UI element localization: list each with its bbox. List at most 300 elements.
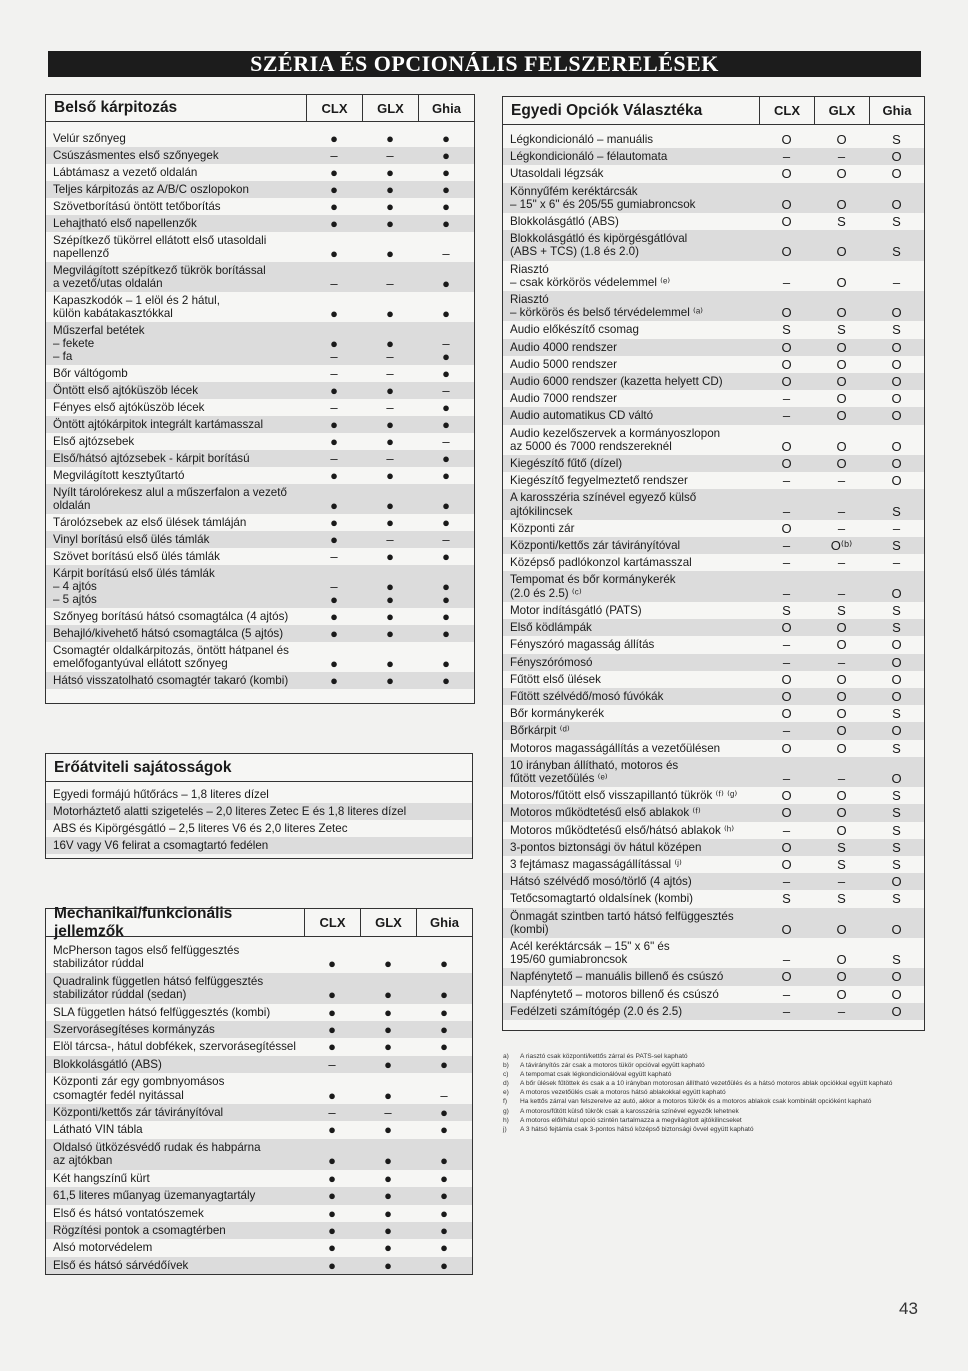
table-row [46, 1056, 472, 1073]
cell-ghia: S [892, 740, 901, 756]
row-label: 61,5 literes műanyag üzemanyagtartály [53, 1189, 256, 1203]
cell-ghia: O [891, 671, 902, 687]
row-label: Középső padlókonzol kartámasszal [510, 556, 692, 570]
cell-ghia: – [892, 520, 901, 536]
cell-glx: S [837, 891, 846, 907]
cell-ghia: ● [442, 417, 450, 432]
row-label: Tárolózsebek az első ülések támláján [53, 516, 247, 529]
table-row [503, 339, 924, 356]
footnote-key: b) [503, 1062, 509, 1070]
table-row [503, 705, 924, 722]
cell-ghia: ● [442, 626, 450, 641]
row-label: Első ajtózsebek [53, 435, 135, 448]
cell-clx: O [781, 706, 792, 722]
cell-glx: O [836, 408, 847, 424]
cell-glx: – [837, 654, 846, 670]
cell-ghia: O [891, 723, 902, 739]
cell-ghia: S [892, 538, 901, 554]
cell-clx: – [328, 1056, 336, 1072]
cell-clx: – [782, 555, 791, 571]
cell-glx: ● [386, 182, 394, 197]
cell-ghia: O [891, 969, 902, 985]
cell-ghia: O [891, 874, 902, 890]
cell-ghia: ● [442, 366, 450, 381]
list-item [46, 803, 472, 820]
table-row [503, 321, 924, 338]
table-row [503, 822, 924, 839]
row-label: Önmagát szintben tartó hátsó felfüggesztés (kombi) [510, 909, 734, 936]
cell-glx: S [837, 856, 846, 872]
cell-clx: ● [330, 515, 338, 530]
cell-clx: ● [330, 532, 338, 547]
row-label: Kárpit borítású első ülés támlák – 4 ajtós – 5 ajtós [53, 567, 215, 606]
row-label: 10 irányban állítható, motoros és fűtött vezetőülés ⁽ᵉ⁾ [510, 758, 679, 785]
cell-clx: – ● [330, 579, 338, 607]
table-row [503, 602, 924, 619]
table-row [503, 472, 924, 489]
footnote [503, 1116, 898, 1125]
table-row [503, 455, 924, 472]
cell-ghia: ● [442, 165, 450, 180]
cell-glx: O [836, 196, 847, 212]
cell-glx: O [836, 132, 847, 147]
footnote-text: Ha kettős zárral van felszerelve az autó, akkor a motoros tükrök és a motoros ablakok csak kombinált opcióként kapható [520, 1098, 872, 1106]
table-row [46, 232, 474, 262]
table-row [503, 213, 924, 230]
row-label: Behajló/kivehető hátsó csomagtálca (5 ajtós) [53, 627, 284, 640]
cell-ghia: ● [440, 1222, 448, 1238]
col-ghia: Ghia [416, 909, 472, 936]
row-label: Öntött első ajtóküszöb lécek [53, 384, 199, 397]
cell-ghia: O [891, 473, 902, 489]
cell-glx: – [837, 520, 846, 536]
cell-glx: ● [384, 987, 392, 1003]
cell-clx: ● [328, 1153, 336, 1169]
row-label: Központi zár egy gombnyomásos csomagtér fedél nyitással [53, 1075, 225, 1102]
table-row [46, 1038, 472, 1055]
row-label: 3 fejtámasz magasságállítással ⁽ʲ⁾ [510, 857, 682, 871]
table-row [503, 986, 924, 1003]
cell-ghia: ● [440, 1240, 448, 1256]
table-row [503, 291, 924, 321]
row-label: Első/hátsó ajtózsebek - kárpit borítású [53, 452, 250, 465]
cell-ghia: ● [442, 306, 450, 321]
cell-clx: – [782, 986, 791, 1002]
table-header [46, 904, 472, 940]
table-title: Mechanikai/funkcionális jellemzők [54, 904, 233, 940]
table-row [46, 642, 474, 672]
cell-glx: O [836, 688, 847, 704]
row-label: Szövet borítású első ülés támlák [53, 550, 220, 563]
row-label: Megvilágított kesztyűtartó [53, 469, 185, 482]
table-row [46, 164, 474, 181]
cell-ghia: S [892, 805, 901, 821]
row-label: Velúr szőnyeg [53, 132, 126, 145]
row-label: Légkondicionáló – félautomata [510, 150, 668, 164]
row-label: Bőr kormánykerék [510, 707, 605, 721]
cell-glx: – [384, 1105, 392, 1121]
table-row [503, 407, 924, 424]
table-row [46, 625, 474, 642]
row-label: Acél keréktárcsák – 15" x 6" és 195/60 gumiabroncsok [510, 939, 670, 967]
cell-ghia: ● [440, 1153, 448, 1169]
row-label: Napfénytető – motoros billenő és csúszó [510, 987, 719, 1001]
table-row [503, 873, 924, 890]
row-label: Nyílt tárolórekesz alul a műszerfalon a vezető oldalán [53, 486, 287, 512]
table-row [503, 839, 924, 856]
cell-ghia: O [891, 585, 902, 601]
row-label: Tempomat és bőr kormánykerék (2.0 és 2.5) ⁽ᶜ⁾ [510, 573, 676, 600]
table-row [46, 198, 474, 215]
cell-ghia: ● [440, 1122, 448, 1138]
table-row [46, 1239, 472, 1256]
cell-ghia: O [891, 637, 902, 653]
cell-clx: ● [330, 131, 338, 146]
cell-clx: O [781, 839, 792, 855]
cell-clx: O [781, 438, 792, 454]
cell-clx: ● [328, 1170, 336, 1186]
cell-glx: ● [386, 383, 394, 398]
list-item [46, 820, 472, 837]
footnote-text: A motoros elől/hátul opció szintén tartalmazza a megvilágított ajtókilincseket [520, 1116, 742, 1124]
cell-ghia: ● [442, 609, 450, 624]
row-label: Központi/kettős zár távirányítóval [53, 1106, 224, 1120]
list-item [46, 837, 472, 854]
cell-ghia: O [891, 166, 902, 182]
page-banner: SZÉRIA ÉS OPCIONÁLIS FELSZERELÉSEK [48, 51, 921, 77]
cell-glx: O [836, 952, 847, 968]
cell-clx: ● [330, 306, 338, 321]
row-label: McPherson tagos első felfüggesztés stabilizátor rúddal [53, 944, 240, 971]
footnote [503, 1125, 898, 1134]
cell-glx: ● [386, 549, 394, 564]
row-label: Audio 7000 rendszer [510, 392, 617, 406]
table-header [46, 95, 474, 122]
cell-ghia: S [892, 788, 901, 804]
table-row [46, 1139, 472, 1170]
cell-ghia: S [892, 244, 901, 260]
table-row [46, 130, 474, 147]
row-label: Fényszóró magasság állítás [510, 638, 655, 652]
cell-glx: ● [384, 1039, 392, 1055]
table-row [46, 433, 474, 450]
cell-glx: ● [386, 673, 394, 688]
row-label: Blokkolásgátló (ABS) [510, 215, 619, 229]
cell-clx: O [781, 921, 792, 937]
footnote-key: c) [503, 1071, 509, 1079]
cell-ghia: O [891, 770, 902, 786]
cell-glx: O [836, 788, 847, 804]
cell-ghia: ● [440, 1056, 448, 1072]
cell-clx: – [330, 148, 338, 163]
cell-glx: S [837, 839, 846, 855]
cell-ghia: ● [442, 276, 450, 291]
cell-glx: S [837, 602, 846, 618]
cell-glx: O [836, 356, 847, 372]
table-row [503, 390, 924, 407]
footnote [503, 1052, 898, 1061]
cell-glx: O [836, 986, 847, 1002]
cell-glx: ● [384, 956, 392, 972]
cell-ghia: S [892, 214, 901, 230]
table-body [46, 122, 474, 689]
cell-glx: O [836, 723, 847, 739]
cell-glx: – [837, 149, 846, 165]
cell-ghia: ● [440, 1105, 448, 1121]
table-row [503, 908, 924, 938]
row-label: Lehajtható első napellenzők [53, 217, 197, 230]
col-glx: GLX [814, 97, 869, 124]
table-body [503, 125, 924, 1020]
row-label: Fényszórómosó [510, 655, 593, 669]
row-label: Első ködlámpák [510, 621, 592, 635]
cell-clx: – [330, 276, 338, 291]
row-label: Műszerfal betétek – fekete – fa [53, 324, 145, 363]
row-label: Oldalsó ütközésvédő rudak és habpárna az ajtókban [53, 1140, 261, 1168]
row-label: Audio 5000 rendszer [510, 357, 617, 371]
cell-clx: O [781, 740, 792, 756]
cell-glx: ● [384, 1188, 392, 1204]
cell-glx: – [837, 1003, 846, 1019]
cell-clx: O [781, 374, 792, 390]
table-body [46, 782, 472, 854]
cell-glx: O [836, 166, 847, 182]
row-label: Szépítkező tükörrel ellátott első utasoldali napellenző [53, 234, 267, 260]
cell-ghia: S [892, 706, 901, 722]
table-row [46, 215, 474, 232]
row-label: Megvilágított szépítkező tükrök borítással a vezető/utas oldalán [53, 264, 266, 290]
cell-clx: – [782, 408, 791, 424]
cell-glx: ● [384, 1122, 392, 1138]
cell-ghia: O [891, 438, 902, 454]
cell-clx: ● [330, 199, 338, 214]
cell-glx: – [837, 555, 846, 571]
table-row [46, 514, 474, 531]
cell-ghia: ● [440, 1039, 448, 1055]
cell-clx: O [781, 456, 792, 472]
cell-ghia: S [892, 322, 901, 338]
cell-glx: ● [386, 306, 394, 321]
table-row [46, 382, 474, 399]
cell-clx: – [782, 1003, 791, 1019]
col-clx: CLX [759, 97, 814, 124]
cell-ghia: ● [442, 182, 450, 197]
row-label: Központi zár [510, 521, 575, 535]
row-label: Audio 6000 rendszer (kazetta helyett CD) [510, 375, 723, 389]
footnote-key: j) [503, 1125, 507, 1133]
cell-glx: ● – [386, 336, 394, 364]
cell-glx: O [836, 706, 847, 722]
cell-glx: ● [384, 1056, 392, 1072]
col-glx: GLX [362, 95, 418, 121]
cell-clx: ● [330, 383, 338, 398]
cell-glx: ● [384, 1205, 392, 1221]
cell-ghia: S [892, 602, 901, 618]
row-label: Elöl tárcsa-, hátul dobfékek, szervorásegítéssel [53, 1040, 296, 1054]
cell-clx: O [781, 969, 792, 985]
cell-clx: O [781, 856, 792, 872]
row-label: Könnyűfém keréktárcsák – 15" x 6" és 205/55 gumiabroncsok [510, 184, 696, 211]
egyedi-opciok-table [502, 96, 925, 1031]
mechanikai-table [45, 904, 473, 1275]
table-row [503, 148, 924, 165]
table-row [46, 1104, 472, 1121]
cell-clx: O [781, 166, 792, 182]
cell-glx: S [837, 322, 846, 338]
table-row [46, 147, 474, 164]
row-label: Tetőcsomagtartó oldalsínek (kombi) [510, 892, 694, 906]
table-row [503, 554, 924, 571]
footnote-key: a) [503, 1053, 509, 1060]
cell-ghia: O [891, 196, 902, 212]
page-number: 43 [899, 1299, 918, 1318]
cell-clx: – [782, 723, 791, 739]
table-row [503, 968, 924, 985]
cell-clx: – [782, 149, 791, 165]
cell-clx: – [782, 637, 791, 653]
row-label: Motorháztető alatti szigetelés – 2,0 literes Zetec E és 1,8 literes dízel [53, 805, 407, 818]
table-header [46, 754, 472, 782]
row-label: Teljes kárpitozás az A/B/C oszlopokon [53, 183, 249, 196]
cell-glx: ● [384, 1257, 392, 1273]
row-label: Kiegészítő fegyelmeztető rendszer [510, 474, 688, 488]
row-label: Utasoldali légzsák [510, 167, 604, 181]
row-label: Motoros működtetésű első ablakok ⁽ᶠ⁾ [510, 806, 701, 820]
cell-clx: – [782, 391, 791, 407]
eroatviteli-table [45, 753, 473, 859]
cell-ghia: S [892, 503, 901, 519]
cell-clx: O [781, 244, 792, 260]
cell-ghia: S [892, 822, 901, 838]
cell-clx: ● [330, 609, 338, 624]
table-row [503, 425, 924, 455]
row-label: Motoros/fűtött első visszapillantó tükrök ⁽ᶠ⁾ ⁽ᵍ⁾ [510, 789, 738, 803]
table-row [503, 1003, 924, 1020]
table-row [46, 416, 474, 433]
cell-glx: ● [386, 246, 394, 261]
cell-glx: O [836, 740, 847, 756]
table-row [46, 365, 474, 382]
cell-ghia: – [442, 246, 450, 261]
cell-glx: O [836, 374, 847, 390]
table-row [46, 973, 472, 1004]
cell-clx: ● [330, 656, 338, 671]
row-label: Rögzítési pontok a csomagtérben [53, 1223, 226, 1237]
cell-glx: – [386, 276, 394, 291]
table-row [503, 787, 924, 804]
cell-glx: O [836, 805, 847, 821]
table-body [46, 937, 472, 1274]
cell-ghia: S [892, 856, 901, 872]
footnotes [503, 1052, 898, 1134]
row-label: Központi/kettős zár távirányítóval [510, 539, 681, 553]
cell-glx: ● [386, 515, 394, 530]
cell-clx: ● [328, 987, 336, 1003]
cell-ghia: ● ● [442, 579, 450, 607]
cell-clx: – [782, 473, 791, 489]
cell-clx: – [782, 822, 791, 838]
row-label: Motoros működtetésű első/hátsó ablakok ⁽ʰ⁾ [510, 823, 735, 837]
row-label: Motor indításgátló (PATS) [510, 603, 642, 617]
cell-ghia: – [442, 532, 450, 547]
cell-glx: – [837, 503, 846, 519]
table-row [46, 531, 474, 548]
cell-glx: ● [384, 1170, 392, 1186]
cell-ghia: – ● [442, 336, 450, 364]
table-row [503, 183, 924, 213]
cell-ghia: ● [442, 468, 450, 483]
cell-glx: ● [384, 1004, 392, 1020]
cell-clx: O [781, 305, 792, 321]
footnote-text: A tempomat csak légkondicionálóval együtt kapható [520, 1071, 672, 1079]
cell-clx: – [330, 451, 338, 466]
cell-ghia: ● [442, 515, 450, 530]
row-label: Audio kezelőszervek a kormányoszlopon az 5000 és 7000 rendszereknél [510, 426, 721, 453]
table-row [46, 484, 474, 514]
table-row [46, 399, 474, 416]
cell-clx: – [330, 400, 338, 415]
cell-glx: O [836, 244, 847, 260]
cell-clx: – [782, 274, 791, 290]
cell-ghia: ● [442, 131, 450, 146]
table-row [46, 467, 474, 484]
cell-ghia: – [442, 434, 450, 449]
table-title: Egyedi Opciók Választéka [511, 101, 703, 119]
footnote-text: A bőr ülések fűtöttek és csak a a 10 irányban motorosan állítható vezetőülés és a hátsó motoros ablak opciókkal együtt kapható [520, 1080, 893, 1088]
cell-ghia: O [891, 339, 902, 355]
cell-clx: ● [330, 673, 338, 688]
footnote [503, 1097, 898, 1106]
cell-ghia: O [891, 688, 902, 704]
row-label: SLA független hátsó felfüggesztés (kombi) [53, 1005, 271, 1019]
cell-clx: ● [330, 468, 338, 483]
footnote-text: A távirányítós zár csak a motoros tükör opcióval együtt kapható [520, 1062, 705, 1070]
table-row [503, 740, 924, 757]
cell-glx: – [837, 770, 846, 786]
row-label: Napfénytető – manuális billenő és csúszó [510, 970, 724, 984]
cell-glx: O [836, 969, 847, 985]
cell-ghia: O [891, 921, 902, 937]
cell-clx: ● [328, 1022, 336, 1038]
cell-glx: ● [386, 199, 394, 214]
cell-clx: ● [330, 216, 338, 231]
col-ghia: Ghia [418, 95, 474, 121]
cell-ghia: O [891, 1003, 902, 1019]
row-label: Alsó motorvédelem [53, 1241, 153, 1255]
col-glx: GLX [360, 909, 416, 936]
table-row [46, 1073, 472, 1104]
table-title: Belső kárpitozás [54, 99, 178, 116]
footnote-text: A motoros vezetőülés csak a motoros hátsó ablakokkal együtt kapható [520, 1089, 726, 1097]
row-label: Első és hátsó vontatószemek [53, 1206, 204, 1220]
cell-glx: O [836, 305, 847, 321]
cell-clx: ● – [330, 336, 338, 364]
row-label: Hátsó szélvédő mosó/törlő (4 ajtós) [510, 875, 692, 889]
cell-ghia: ● [440, 1022, 448, 1038]
table-row [503, 757, 924, 787]
cell-clx: – [782, 874, 791, 890]
cell-ghia: ● [442, 673, 450, 688]
row-label: Hátsó visszatolható csomagtér takaró (kombi) [53, 674, 289, 687]
cell-glx: S [837, 214, 846, 230]
cell-clx: O [781, 132, 792, 147]
footnote [503, 1070, 898, 1079]
row-label: Csomagtér oldalkárpitozás, öntött hátpanel és emelőfogantyúval ellátott szőnyeg [53, 644, 289, 670]
table-row [46, 1187, 472, 1204]
cell-glx: O [836, 921, 847, 937]
row-label: Vinyl borítású első ülés támlák [53, 533, 210, 546]
cell-glx: ● [386, 656, 394, 671]
